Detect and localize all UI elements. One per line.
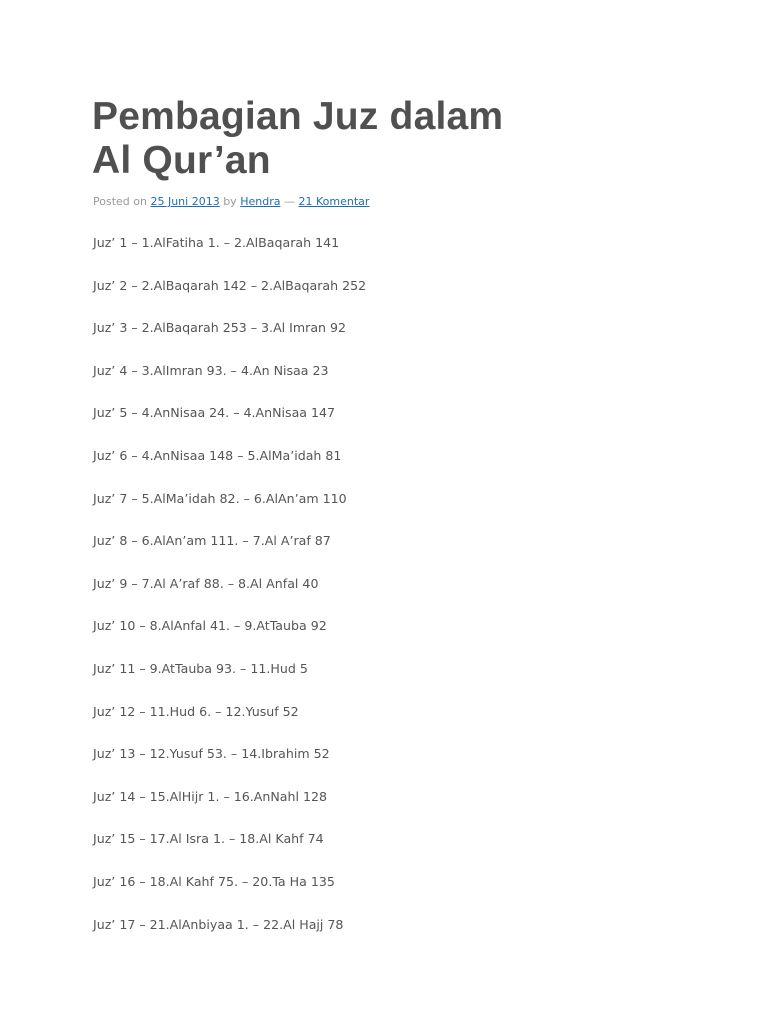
juz-list — [93, 222, 366, 946]
juz-item: Juz’ 6 – 4.AnNisaa 148 – 5.AlMa’idah 81 — [93, 447, 342, 463]
juz-item: Juz’ 11 – 9.AtTauba 93. – 11.Hud 5 — [93, 660, 308, 676]
juz-item: Juz’ 12 – 11.Hud 6. – 12.Yusuf 52 — [93, 703, 299, 719]
by-label: by — [223, 195, 237, 208]
juz-item: Juz’ 4 – 3.AlImran 93. – 4.An Nisaa 23 — [93, 362, 329, 378]
juz-item: Juz’ 13 – 12.Yusuf 53. – 14.Ibrahim 52 — [93, 746, 330, 762]
post-date-link[interactable]: 25 Juni 2013 — [150, 195, 220, 208]
meta-separator: — — [283, 195, 295, 208]
title-line-2: Al Qur’an — [92, 139, 271, 182]
juz-item: Juz’ 8 – 6.AlAn’am 111. – 7.Al A’raf 87 — [93, 533, 331, 549]
juz-item: Juz’ 15 – 17.Al Isra 1. – 18.Al Kahf 74 — [93, 831, 324, 847]
juz-item: Juz’ 3 – 2.AlBaqarah 253 – 3.Al Imran 92 — [93, 320, 347, 336]
juz-item: Juz’ 10 – 8.AlAnfal 41. – 9.AtTauba 92 — [93, 618, 327, 634]
juz-item: Juz’ 16 – 18.Al Kahf 75. – 20.Ta Ha 135 — [93, 873, 335, 889]
title-line-1: Pembagian Juz dalam — [92, 95, 504, 138]
juz-item: Juz’ 5 – 4.AnNisaa 24. – 4.AnNisaa 147 — [93, 405, 336, 421]
comments-link[interactable]: 21 Komentar — [298, 195, 370, 208]
juz-item: Juz’ 1 – 1.AlFatiha 1. – 2.AlBaqarah 141 — [93, 235, 340, 250]
post-meta — [93, 194, 369, 210]
juz-item: Juz’ 2 – 2.AlBaqarah 142 – 2.AlBaqarah 252 — [93, 277, 367, 293]
page-title — [92, 95, 503, 183]
juz-item: Juz’ 17 – 21.AlAnbiyaa 1. – 22.Al Hajj 78 — [93, 916, 344, 932]
juz-item: Juz’ 9 – 7.Al A’raf 88. – 8.Al Anfal 40 — [93, 575, 319, 591]
juz-item: Juz’ 14 – 15.AlHijr 1. – 16.AnNahl 128 — [93, 788, 328, 804]
author-link[interactable]: Hendra — [240, 195, 281, 208]
posted-on-label: Posted on — [93, 195, 147, 208]
juz-item: Juz’ 7 – 5.AlMa’idah 82. – 6.AlAn’am 110 — [93, 490, 347, 506]
